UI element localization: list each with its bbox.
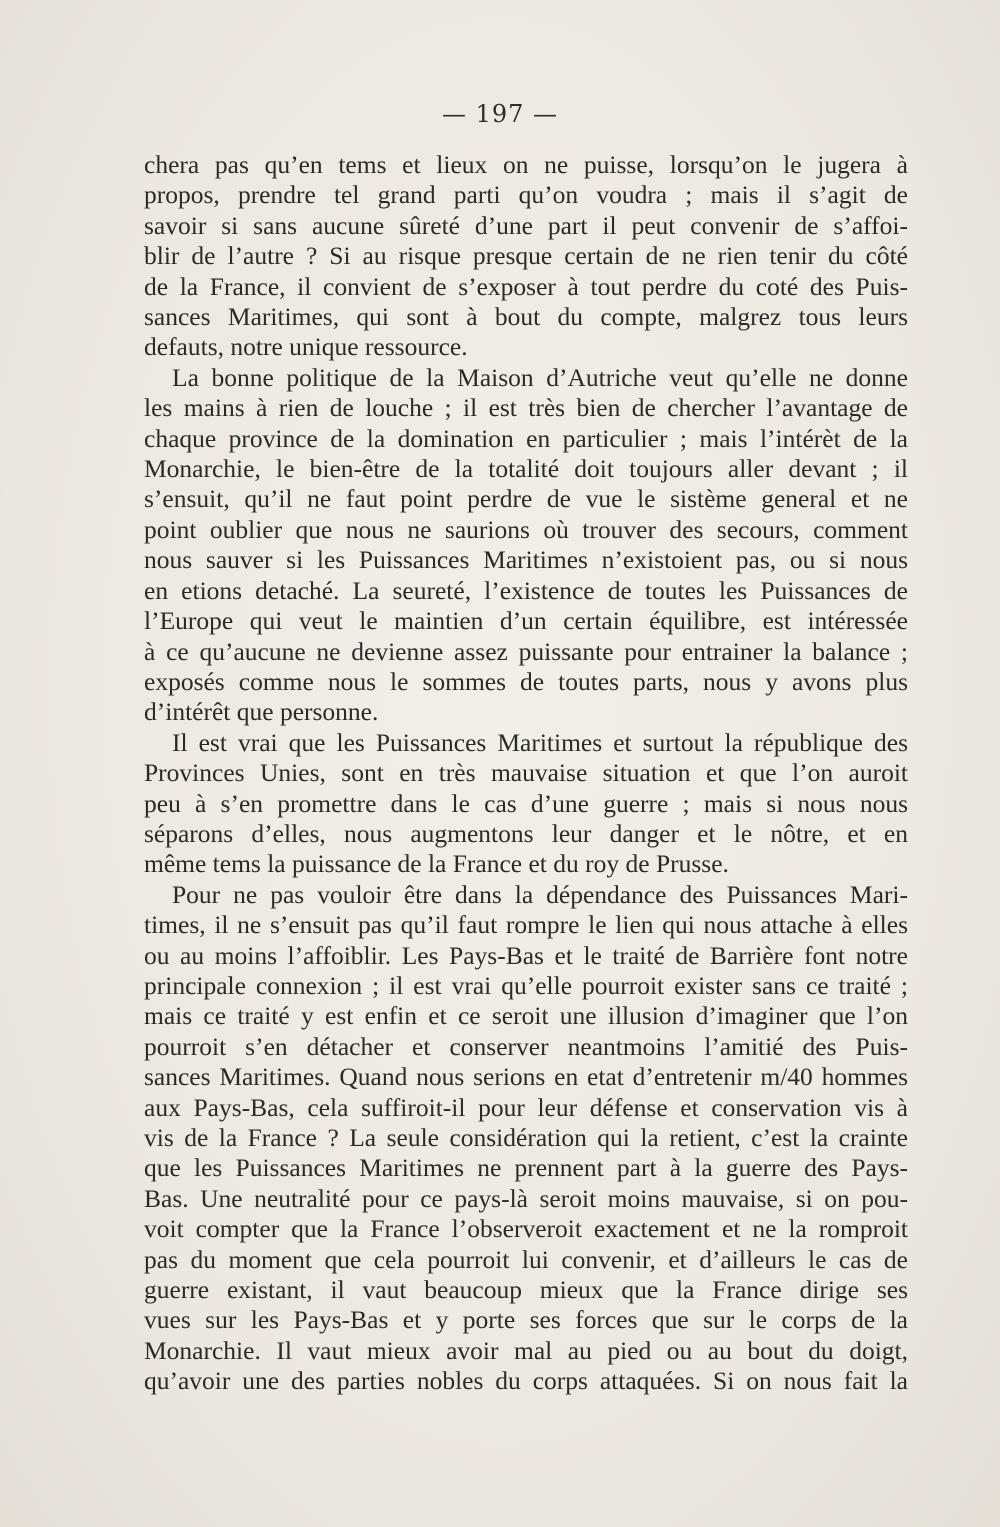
text-line: voit compter que la France l’observeroit exactement et ne la romproit bbox=[144, 1214, 908, 1244]
text-line: qu’avoir une des parties nobles du corps attaquées. Si on nous fait la bbox=[144, 1366, 908, 1396]
text-line: même tems la puissance de la France et du roy de Prusse. bbox=[144, 849, 729, 879]
text-line: ou au moins l’affoiblir. Les Pays-Bas et le traité de Barrière font notre bbox=[144, 940, 908, 970]
text-line: sances Maritimes. Quand nous serions en etat d’entretenir m/40 hommes bbox=[144, 1062, 908, 1092]
text-line: que les Puissances Maritimes ne prennent part à la guerre des Pays- bbox=[144, 1153, 908, 1183]
text-line: en etions detaché. La seureté, l’existence de toutes les Puissances de bbox=[144, 575, 908, 605]
text-line: d’intérêt que personne. bbox=[144, 697, 379, 727]
text-line: Monarchie. Il vaut mieux avoir mal au pied ou au bout du doigt, bbox=[144, 1335, 908, 1365]
text-line: pourroit s’en détacher et conserver neantmoins l’amitié des Puis- bbox=[144, 1031, 908, 1061]
text-line: defauts, notre unique ressource. bbox=[144, 332, 468, 362]
text-line: de la France, il convient de s’exposer à tout perdre du coté des Puis- bbox=[144, 271, 908, 301]
text-line: aux Pays-Bas, cela suffiroit-il pour leur défense et conservation vis à bbox=[144, 1092, 908, 1122]
paragraph-1 bbox=[144, 150, 908, 363]
text-line: La bonne politique de la Maison d’Autriche veut qu’elle ne donne bbox=[172, 362, 908, 392]
text-line: point oublier que nous ne saurions où trouver des secours, comment bbox=[144, 514, 908, 544]
text-line: s’ensuit, qu’il ne faut point perdre de vue le sistème general et ne bbox=[144, 484, 908, 514]
page-number: — 197 — bbox=[441, 100, 559, 128]
text-line: Bas. Une neutralité pour ce pays-là seroit moins mauvaise, si on pou- bbox=[144, 1183, 908, 1213]
paragraph-2 bbox=[144, 363, 908, 728]
text-line: vis de la France ? La seule considération qui la retient, c’est la crainte bbox=[144, 1123, 908, 1152]
text-line: savoir si sans aucune sûreté d’une part il peut convenir de s’affoi- bbox=[144, 210, 908, 240]
text-line: vues sur les Pays-Bas et y porte ses forces que sur le corps de la bbox=[144, 1305, 908, 1335]
text-line: Pour ne pas vouloir être dans la dépendance des Puissances Mari- bbox=[172, 879, 908, 909]
body-text bbox=[144, 150, 908, 1397]
text-line: peu à s’en promettre dans le cas d’une guerre ; mais si nous nous bbox=[144, 788, 908, 818]
text-line: exposés comme nous le sommes de toutes parts, nous y avons plus bbox=[144, 666, 908, 696]
text-line: mais ce traité y est enfin et ce seroit une illusion d’imaginer que l’on bbox=[144, 1001, 908, 1031]
text-line: à ce qu’aucune ne devienne assez puissante pour entrainer la balance ; bbox=[144, 636, 908, 666]
text-line: guerre existant, il vaut beaucoup mieux que la France dirige ses bbox=[144, 1275, 908, 1305]
text-line: séparons d’elles, nous augmentons leur danger et le nôtre, et en bbox=[144, 818, 908, 848]
paragraph-4 bbox=[144, 880, 908, 1397]
text-line: nous sauver si les Puissances Maritimes n’existoient pas, ou si nous bbox=[144, 545, 908, 575]
text-line: les mains à rien de louche ; il est très bien de chercher l’avantage de bbox=[144, 393, 908, 423]
text-line: chera pas qu’en tems et lieux on ne puisse, lorsqu’on le jugera à bbox=[144, 150, 908, 179]
text-line: Monarchie, le bien-être de la totalité doit toujours aller devant ; il bbox=[144, 454, 908, 484]
text-line: pas du moment que cela pourroit lui convenir, et d’ailleurs le cas de bbox=[144, 1244, 908, 1274]
text-line: propos, prendre tel grand parti qu’on voudra ; mais il s’agit de bbox=[144, 180, 908, 210]
text-line: times, il ne s’ensuit pas qu’il faut rompre le lien qui nous attache à elles bbox=[144, 910, 908, 940]
text-line: principale connexion ; il est vrai qu’elle pourroit exister sans ce traité ; bbox=[144, 970, 908, 1000]
text-line: Il est vrai que les Puissances Maritimes et surtout la république des bbox=[172, 727, 908, 757]
text-line: sances Maritimes, qui sont à bout du compte, malgrez tous leurs bbox=[144, 302, 908, 332]
text-line: l’Europe qui veut le maintien d’un certain équilibre, est intéressée bbox=[144, 606, 908, 636]
text-line: Provinces Unies, sont en très mauvaise situation et que l’on auroit bbox=[144, 758, 908, 788]
text-line: blir de l’autre ? Si au risque presque certain de ne rien tenir du côté bbox=[144, 241, 908, 271]
text-line: chaque province de la domination en particulier ; mais l’intérèt de la bbox=[144, 423, 908, 453]
paragraph-3 bbox=[144, 728, 908, 880]
